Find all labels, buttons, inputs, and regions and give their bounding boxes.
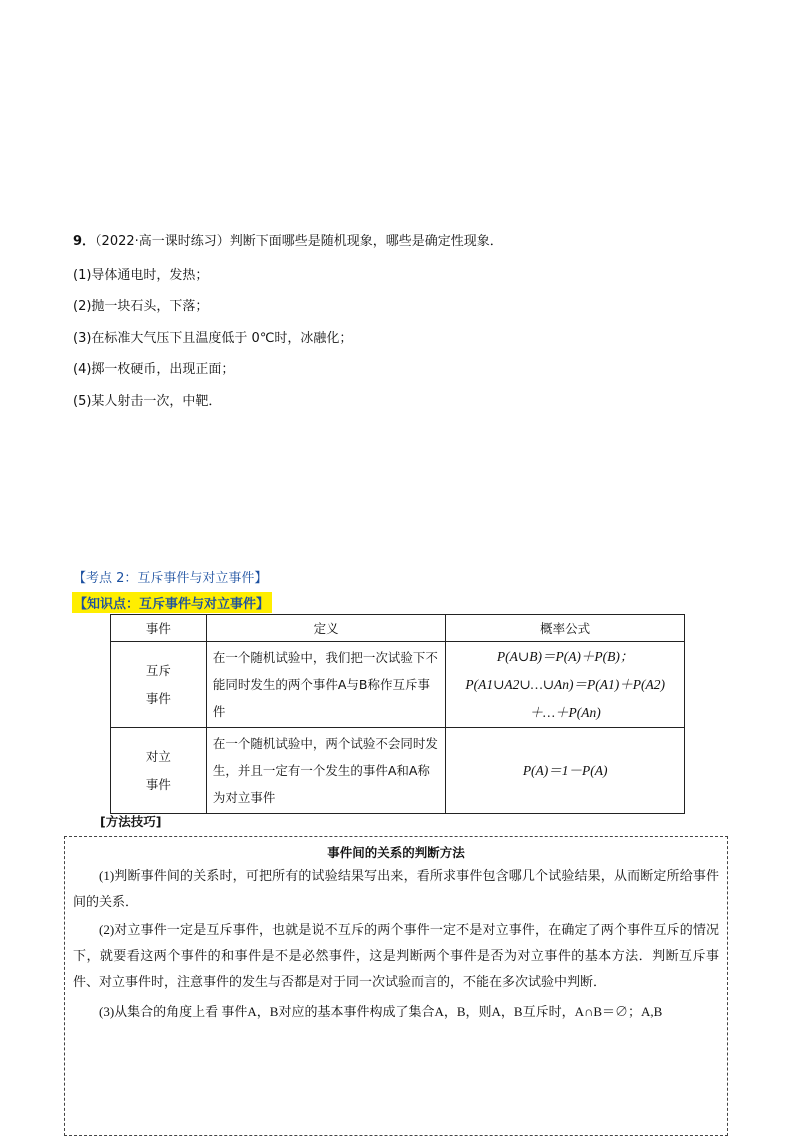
formula-line: P(A1∪A2∪…∪An)＝P(A1)＋P(A2) — [465, 676, 665, 692]
method-label: [方法技巧] — [100, 814, 162, 829]
header-event: 事件 — [111, 615, 207, 642]
knowledge-heading: 【知识点：互斥事件与对立事件】 — [72, 592, 272, 613]
definition-cell: 在一个随机试验中，两个试验不会同时发生，并且一定有一个发生的事件A和A称为对立事件 — [206, 728, 446, 814]
table-header-row — [111, 615, 685, 642]
formula-line: P(A∪B)＝P(A)＋P(B)； — [496, 648, 634, 664]
question-item-1: (1)导体通电时，发热； — [73, 268, 209, 283]
method-paragraph-1: (1)判断事件间的关系时，可把所有的试验结果写出来，看所求事件包含哪几个试验结果，从而断定所给事件间的关系． — [73, 868, 719, 909]
method-paragraph-3: (3)从集合的角度上看 事件A，B对应的基本事件构成了集合A，B，则A，B互斥时，A∩B＝∅；A,B — [99, 1004, 663, 1019]
formula-cell: P(A)＝1－P(A) — [446, 728, 685, 814]
formula-cell — [446, 642, 685, 728]
section-heading: 【考点 2：互斥事件与对立事件】 — [73, 571, 268, 586]
method-box-title: 事件间的关系的判断方法 — [327, 845, 465, 860]
event-name-line: 事件 — [145, 776, 171, 792]
events-table — [110, 614, 685, 814]
method-box — [64, 836, 728, 1136]
question-source: （2022·高一课时练习） — [95, 234, 230, 249]
event-cell — [111, 642, 207, 728]
question-stem: 判断下面哪些是随机现象，哪些是确定性现象． — [229, 234, 503, 249]
event-name-line: 事件 — [145, 690, 171, 706]
question-item-4: (4)掷一枚硬币，出现正面； — [73, 362, 235, 377]
table-row-mutually-exclusive — [111, 642, 685, 728]
event-name-line: 互斥 — [145, 662, 171, 678]
event-name-line: 对立 — [145, 748, 171, 764]
header-definition: 定义 — [206, 615, 446, 642]
question-item-2: (2)抛一块石头，下落； — [73, 299, 209, 314]
header-formula: 概率公式 — [446, 615, 685, 642]
question-item-5: (5)某人射击一次，中靶． — [73, 394, 222, 409]
definition-cell: 在一个随机试验中，我们把一次试验下不能同时发生的两个事件A与B称作互斥事件 — [206, 642, 446, 728]
event-cell — [111, 728, 207, 814]
question-number: 9． — [73, 234, 96, 249]
table-row-complementary — [111, 728, 685, 814]
question-item-3: (3)在标准大气压下且温度低于 0℃时，冰融化； — [73, 331, 353, 346]
formula-line: ＋…＋P(An) — [529, 704, 601, 720]
method-paragraph-2: (2)对立事件一定是互斥事件，也就是说不互斥的两个事件一定不是对立事件，在确定了两个事件互斥的情况下，就要看这两个事件的和事件是不是必然事件，这是判断两个事件是否为对立事件的基本方法．判断互斥事件、对立事件时，注意事件的发生与否都是对于同一次试验而言的，不能在多次试验中判断． — [73, 922, 719, 989]
question-9 — [73, 230, 503, 249]
